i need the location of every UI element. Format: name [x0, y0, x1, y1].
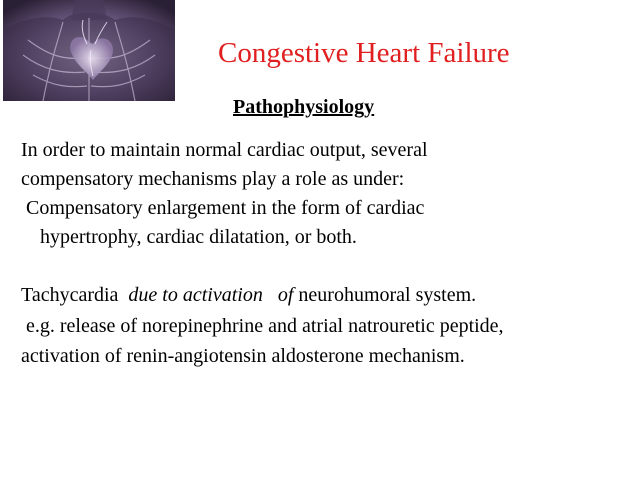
- body-line-5-start: Tachycardia: [21, 284, 129, 306]
- torso-heart-illustration: [3, 0, 175, 101]
- torso-heart-icon: [3, 0, 175, 101]
- body-line-3: Compensatory enlargement in the form of cardiac: [21, 197, 425, 219]
- body-line-1: In order to maintain normal cardiac output, several: [21, 139, 428, 161]
- body-line-6: e.g. release of norepinephrine and atrial natrouretic peptide,: [21, 315, 504, 337]
- body-line-5-italic: due to activation of: [128, 284, 294, 306]
- body-line-2: compensatory mechanisms play a role as under:: [21, 168, 405, 190]
- slide-title: Congestive Heart Failure: [218, 37, 510, 69]
- body-line-5-end: neurohumoral system.: [293, 284, 477, 306]
- slide-subtitle: Pathophysiology: [233, 96, 375, 118]
- body-line-5: [21, 283, 476, 307]
- body-line-7: activation of renin-angiotensin aldosterone mechanism.: [21, 345, 465, 367]
- body-line-4: hypertrophy, cardiac dilatation, or both.: [40, 226, 357, 248]
